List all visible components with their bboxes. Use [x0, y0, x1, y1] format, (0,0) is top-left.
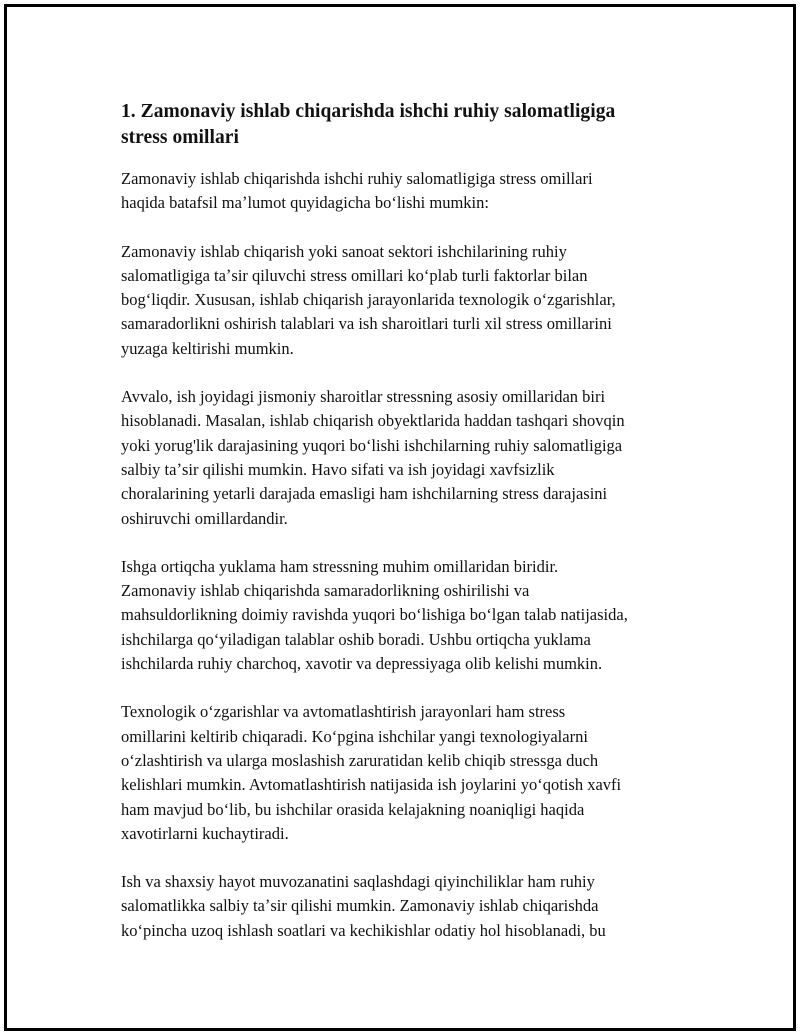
- document-content: [121, 99, 681, 967]
- paragraph-intro: Zamonaviy ishlab chiqarishda ishchi ruhiy salomatligiga stress omillari haqida batafsil maʼlumot quyidagicha boʻlishi mumkin:: [121, 169, 593, 213]
- document-page: [4, 4, 796, 1031]
- paragraph-technology: Texnologik oʻzgarishlar va avtomatlashtirish jarayonlari ham stress omillarini keltirib chiqaradi. Koʻpgina ishchilar yangi texnologiyalarni oʻzlashtirish va ularga moslashish zaruratidan kelib chiqib stressga duch kelishlari mumkin. Avtomatlashtirish natijasida ish joylarini yoʻqotish xavfi ham mavjud boʻlib, bu ishchilar orasida kelajakning noaniqligi haqida xavotirlarni kuchaytiradi.: [121, 702, 622, 843]
- paragraph-work-life-balance: Ish va shaxsiy hayot muvozanatini saqlashdagi qiyinchiliklar ham ruhiy salomatlikka salbiy taʼsir qilishi mumkin. Zamonaviy ishlab chiqarishda koʻpincha uzoq ishlash soatlari va kechikishlar odatiy hol hisoblanadi, bu: [121, 872, 606, 940]
- paragraph-physical-conditions: Avvalo, ish joyidagi jismoniy sharoitlar stressning asosiy omillaridan biri hisoblanadi. Masalan, ishlab chiqarish obyektlarida haddan tashqari shovqin yoki yorug'lik darajasining yuqori boʻlishi ishchilarning ruhiy salomatligiga salbiy taʼsir qilishi mumkin. Havo sifati va ish joyidagi xavfsizlik choralarining yetarli darajada emasligi ham ishchilarning stress darajasini oshiruvchi omillardandir.: [121, 387, 625, 528]
- paragraph-overview: Zamonaviy ishlab chiqarish yoki sanoat sektori ishchilarining ruhiy salomatligiga taʼsir qiluvchi stress omillari koʻplab turli faktorlar bilan bogʻliqdir. Xususan, ishlab chiqarish jarayonlarida texnologik oʻzgarishlar, samaradorlikni oshirish talablari va ish sharoitlari turli xil stress omillarini yuzaga keltirishi mumkin.: [121, 241, 616, 358]
- section-heading: 1. Zamonaviy ishlab chiqarishda ishchi ruhiy salomatligiga stress omillari: [121, 101, 616, 148]
- paragraph-workload: Ishga ortiqcha yuklama ham stressning muhim omillaridan biridir. Zamonaviy ishlab chiqarishda samaradorlikning oshirilishi va mahsuldorlikning doimiy ravishda yuqori boʻlishiga boʻlgan talab natijasida, ishchilarga qoʻyiladigan talablar oshib boradi. Ushbu ortiqcha yuklama ishchilarda ruhiy charchoq, xavotir va depressiyaga olib kelishi mumkin.: [121, 556, 628, 674]
